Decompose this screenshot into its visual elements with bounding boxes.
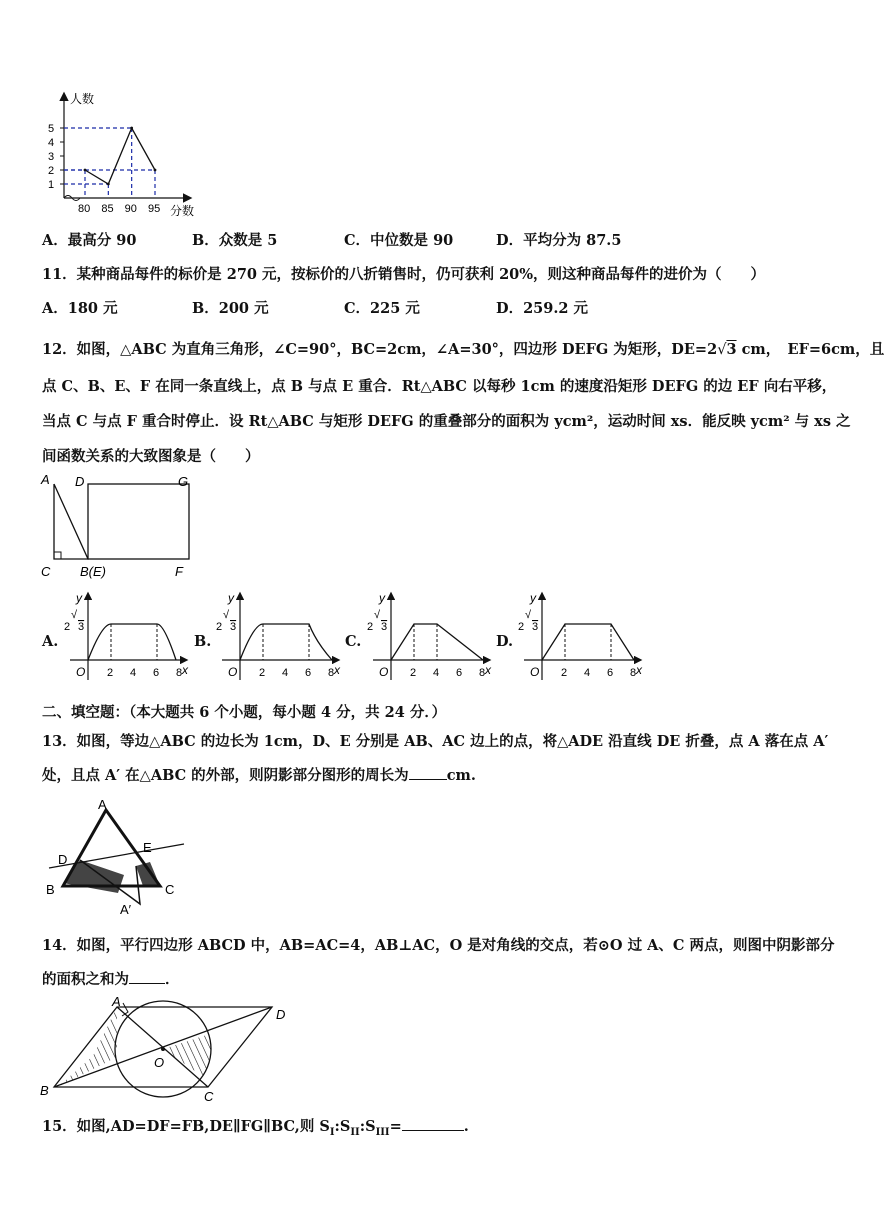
q13-folded-triangle-figure <box>40 794 190 918</box>
q11-option-a: A．180 元 <box>42 300 118 317</box>
y-value-radicand: 3 <box>78 621 85 633</box>
q10-option-d: D．平均分为 87.5 <box>496 232 622 249</box>
x-tick-label: 8 <box>630 667 637 679</box>
q10-option-a: A．最高分 90 <box>42 232 137 249</box>
sub-1: I <box>329 1126 335 1138</box>
label-b: B <box>40 1083 49 1098</box>
x-tick-label: 4 <box>130 667 137 679</box>
x-label: x <box>636 663 642 677</box>
origin-label: O <box>76 665 86 679</box>
rectangle-defg <box>88 484 189 559</box>
label-o: O <box>154 1055 165 1070</box>
q12-option-d-label: D. <box>496 633 514 650</box>
data-point <box>107 183 110 186</box>
function-curve <box>240 624 332 660</box>
label-g: G <box>178 474 189 489</box>
x-tick-label: 95 <box>148 203 161 215</box>
q13-line-2-post: cm. <box>446 767 476 784</box>
y-label: y <box>530 591 536 605</box>
x-tick-label: 2 <box>259 667 266 679</box>
y-label: y <box>228 591 234 605</box>
sqrt-sign: √ <box>525 609 532 621</box>
x-tick-label: 4 <box>433 667 440 679</box>
x-tick-label: 8 <box>176 667 183 679</box>
separator-1: :S <box>334 1118 351 1135</box>
x-label: x <box>182 663 188 677</box>
x-label: x <box>485 663 491 677</box>
y-tick-label: 1 <box>48 179 55 191</box>
label-b: B <box>46 882 55 897</box>
x-tick-label: 6 <box>607 667 614 679</box>
x-tick-label: 2 <box>107 667 114 679</box>
y-value-radicand: 3 <box>381 621 388 633</box>
y-tick-label: 4 <box>48 137 55 149</box>
label-a-prime: A′ <box>120 902 132 917</box>
x-tick-label: 90 <box>124 203 137 215</box>
x-tick-label: 4 <box>584 667 591 679</box>
q11-stem: 11．某种商品每件的标价是 270 元，按标价的八折销售时，仍可获利 20%，则这种商品每件的进价为（ ） <box>42 266 766 283</box>
x-tick-label: 6 <box>456 667 463 679</box>
sqrt-sign: √ <box>71 609 78 621</box>
y-label: y <box>379 591 385 605</box>
q12-triangle-rectangle-figure <box>38 470 198 582</box>
label-e: E <box>143 840 152 855</box>
fold-line <box>49 844 184 868</box>
label-a: A <box>41 472 50 487</box>
y-tick-label: 5 <box>48 123 55 135</box>
q12-option-b-label: B. <box>194 633 212 650</box>
q12-option-c-graph <box>365 588 495 688</box>
q12-option-c-label: C. <box>345 633 362 650</box>
sub-2: II <box>350 1126 360 1138</box>
q12-option-a-label: A. <box>42 633 59 650</box>
q10-option-c: C．中位数是 90 <box>344 232 454 249</box>
label-c: C <box>204 1089 214 1104</box>
right-angle-mark <box>122 1003 128 1016</box>
triangle-abc <box>54 484 88 559</box>
y-tick-label: 3 <box>48 151 55 163</box>
label-be: B(E) <box>80 564 106 579</box>
q15-text: 15．如图,AD=DF=FB,DE∥FG∥BC,则 S <box>42 1118 330 1135</box>
label-a: A <box>98 797 107 812</box>
q14-line-2 <box>42 968 180 989</box>
sqrt-sign: √ <box>374 609 381 621</box>
q13-line-2 <box>42 764 476 785</box>
q12-option-a-graph <box>62 588 192 688</box>
y-value-radicand: 3 <box>532 621 539 633</box>
function-curve <box>88 624 176 660</box>
sqrt-sign: √ <box>223 609 230 621</box>
q12-line-1-post: cm， EF=6cm，且 <box>741 341 884 358</box>
y-value-coefficient: 2 <box>367 621 374 633</box>
section-title: 二、填空题：（本大题共 6 个小题，每小题 4 分，共 24 分．） <box>42 704 447 721</box>
q11-option-c: C．225 元 <box>344 300 420 317</box>
period: . <box>463 1118 469 1135</box>
sub-3: III <box>375 1126 390 1138</box>
x-tick-label: 6 <box>153 667 160 679</box>
origin-label: O <box>379 665 389 679</box>
q12-line-3: 当点 C 与点 F 重合时停止．设 Rt△ABC 与矩形 DEFG 的重叠部分的面积为 ycm²，运动时间 xs．能反映 ycm² 与 xs 之 <box>42 413 851 430</box>
series-line <box>85 128 155 184</box>
label-d: D <box>276 1007 286 1022</box>
q12-line-1 <box>42 338 884 359</box>
q12-option-d-graph <box>516 588 646 688</box>
q13-line-2-pre: 处，且点 A′ 在△ABC 的外部，则阴影部分图形的周长为 <box>42 767 409 784</box>
answer-blank[interactable] <box>402 1130 464 1131</box>
q15-line <box>42 1115 469 1138</box>
x-tick-label: 8 <box>328 667 335 679</box>
x-tick-label: 4 <box>282 667 289 679</box>
q11-option-d: D．259.2 元 <box>496 300 589 317</box>
answer-blank[interactable] <box>409 779 447 780</box>
q12-line-4: 间函数关系的大致图象是（ ） <box>42 448 260 465</box>
x-axis-label: 分数 <box>170 204 195 218</box>
x-tick-label: 8 <box>479 667 486 679</box>
q12-option-b-graph <box>214 588 344 688</box>
q12-sqrt-value: 3 <box>726 341 737 358</box>
q12-line-1-pre: 12．如图，△ABC 为直角三角形，∠C=90°，BC=2cm，∠A=30°，四边形 DEFG 为矩形，DE=2 <box>42 341 718 358</box>
answer-blank[interactable] <box>129 983 165 984</box>
label-f: F <box>175 564 183 579</box>
q15-post: = <box>389 1118 402 1135</box>
data-point <box>154 169 157 172</box>
y-label: y <box>76 591 82 605</box>
shaded-region-left <box>63 860 124 893</box>
q14-line-2-post: ． <box>165 971 180 988</box>
x-tick-label: 80 <box>78 203 91 215</box>
function-curve <box>542 624 634 660</box>
label-d: D <box>58 852 68 867</box>
q10-option-b: B．众数是 5 <box>192 232 278 249</box>
q14-line-1: 14．如图，平行四边形 ABCD 中，AB=AC=4，AB⊥AC，O 是对角线的交点，若⊙O 过 A、C 两点，则图中阴影部分 <box>42 937 835 954</box>
x-tick-label: 85 <box>101 203 114 215</box>
y-value-coefficient: 2 <box>518 621 525 633</box>
q11-option-b: B．200 元 <box>192 300 269 317</box>
score-line-chart <box>40 86 210 221</box>
q13-line-1: 13．如图，等边△ABC 的边长为 1cm，D、E 分别是 AB、AC 边上的点，将△ADE 沿直线 DE 折叠，点 A 落在点 A′ <box>42 733 829 750</box>
origin-label: O <box>530 665 540 679</box>
label-c: C <box>41 564 51 579</box>
y-axis-label: 人数 <box>70 92 95 106</box>
data-point <box>130 127 133 130</box>
x-tick-label: 2 <box>561 667 568 679</box>
data-point <box>84 169 87 172</box>
sqrt-sign: √ <box>717 342 727 358</box>
x-tick-label: 6 <box>305 667 312 679</box>
y-value-coefficient: 2 <box>64 621 71 633</box>
origin-label: O <box>228 665 238 679</box>
q14-parallelogram-circle-figure <box>38 992 298 1104</box>
label-c: C <box>165 882 175 897</box>
q12-line-2: 点 C、B、E、F 在同一条直线上，点 B 与点 E 重合．Rt△ABC 以每秒 1cm 的速度沿矩形 DEFG 的边 EF 向右平移， <box>42 378 837 395</box>
center-dot <box>161 1047 165 1051</box>
separator-2: :S <box>359 1118 376 1135</box>
q14-line-2-pre: 的面积之和为 <box>42 971 129 988</box>
x-label: x <box>334 663 340 677</box>
y-value-coefficient: 2 <box>216 621 223 633</box>
y-value-radicand: 3 <box>230 621 237 633</box>
label-a: A <box>112 994 121 1009</box>
x-tick-label: 2 <box>410 667 417 679</box>
shaded-region-right <box>163 1032 216 1080</box>
right-angle-mark <box>54 552 61 559</box>
y-tick-label: 2 <box>48 165 55 177</box>
label-d: D <box>75 474 85 489</box>
